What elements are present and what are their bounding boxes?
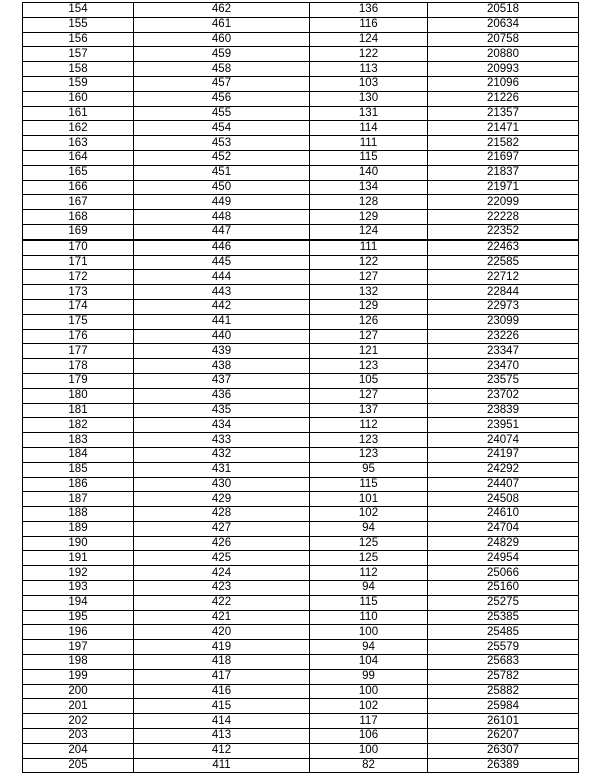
table-row [23,195,579,210]
rank-cell: 189 [23,521,134,536]
cumulative-cell: 21357 [428,106,579,121]
table-row [23,285,579,300]
cumulative-cell: 22712 [428,270,579,285]
table-row [23,210,579,225]
score-cell: 455 [134,106,310,121]
count-cell: 115 [310,595,428,610]
cumulative-cell: 25275 [428,595,579,610]
score-cell: 421 [134,610,310,625]
cumulative-cell: 25160 [428,581,579,596]
rank-cell: 183 [23,433,134,448]
score-cell: 459 [134,47,310,62]
table-row [23,610,579,625]
count-cell: 114 [310,121,428,136]
table-row [23,758,579,773]
cumulative-cell: 21697 [428,150,579,165]
table-row [23,729,579,744]
count-cell: 123 [310,359,428,374]
score-cell: 429 [134,492,310,507]
rank-cell: 202 [23,714,134,729]
score-cell: 431 [134,462,310,477]
count-cell: 100 [310,684,428,699]
cumulative-cell: 21096 [428,76,579,91]
rank-cell: 181 [23,403,134,418]
rank-cell: 199 [23,669,134,684]
rank-cell: 175 [23,314,134,329]
rank-cell: 193 [23,581,134,596]
cumulative-cell: 23839 [428,403,579,418]
table-row [23,403,579,418]
table-row [23,595,579,610]
cumulative-cell: 20993 [428,62,579,77]
cumulative-cell: 25984 [428,699,579,714]
rank-cell: 182 [23,418,134,433]
count-cell: 129 [310,210,428,225]
score-cell: 453 [134,136,310,151]
count-cell: 112 [310,418,428,433]
score-cell: 411 [134,758,310,773]
cumulative-cell: 23702 [428,388,579,403]
cumulative-cell: 20880 [428,47,579,62]
cumulative-cell: 23226 [428,329,579,344]
cumulative-cell: 25066 [428,566,579,581]
count-cell: 124 [310,224,428,239]
score-cell: 425 [134,551,310,566]
rank-cell: 191 [23,551,134,566]
rank-cell: 186 [23,477,134,492]
rank-cell: 195 [23,610,134,625]
count-cell: 112 [310,566,428,581]
table-row [23,270,579,285]
score-cell: 436 [134,388,310,403]
score-cell: 427 [134,521,310,536]
cumulative-cell: 24829 [428,536,579,551]
table-row [23,655,579,670]
cumulative-cell: 25882 [428,684,579,699]
rank-cell: 177 [23,344,134,359]
count-cell: 125 [310,536,428,551]
rank-cell: 170 [23,240,134,255]
score-cell: 437 [134,373,310,388]
cumulative-cell: 22585 [428,255,579,270]
table-row [23,388,579,403]
cumulative-cell: 23470 [428,359,579,374]
cumulative-cell: 26389 [428,758,579,773]
score-cell: 439 [134,344,310,359]
rank-cell: 155 [23,17,134,32]
table-row [23,17,579,32]
rank-cell: 171 [23,255,134,270]
table-row [23,180,579,195]
count-cell: 115 [310,150,428,165]
table-row [23,240,579,255]
score-cell: 412 [134,743,310,758]
table-row [23,684,579,699]
score-cell: 446 [134,240,310,255]
score-cell: 434 [134,418,310,433]
cumulative-cell: 23951 [428,418,579,433]
table-row [23,76,579,91]
score-cell: 458 [134,62,310,77]
table-row [23,477,579,492]
table-row [23,581,579,596]
rank-cell: 200 [23,684,134,699]
table-row [23,359,579,374]
table-row [23,47,579,62]
score-cell: 426 [134,536,310,551]
count-cell: 110 [310,610,428,625]
score-cell: 448 [134,210,310,225]
table-row [23,640,579,655]
table-body [23,3,579,773]
score-cell: 442 [134,299,310,314]
cumulative-cell: 24704 [428,521,579,536]
count-cell: 125 [310,551,428,566]
cumulative-cell: 25579 [428,640,579,655]
count-cell: 128 [310,195,428,210]
cumulative-cell: 22099 [428,195,579,210]
cumulative-cell: 22228 [428,210,579,225]
rank-cell: 164 [23,150,134,165]
score-cell: 415 [134,699,310,714]
cumulative-cell: 22352 [428,224,579,239]
cumulative-cell: 21971 [428,180,579,195]
count-cell: 136 [310,3,428,18]
table-row [23,566,579,581]
table-row [23,625,579,640]
cumulative-cell: 21582 [428,136,579,151]
score-cell: 441 [134,314,310,329]
rank-cell: 154 [23,3,134,18]
score-cell: 444 [134,270,310,285]
rank-cell: 157 [23,47,134,62]
table-row [23,314,579,329]
cumulative-cell: 22844 [428,285,579,300]
table-row [23,433,579,448]
rank-cell: 173 [23,285,134,300]
score-cell: 461 [134,17,310,32]
table-row [23,743,579,758]
count-cell: 122 [310,255,428,270]
score-cell: 452 [134,150,310,165]
table-row [23,121,579,136]
count-cell: 127 [310,388,428,403]
count-cell: 106 [310,729,428,744]
score-cell: 445 [134,255,310,270]
rank-cell: 156 [23,32,134,47]
table-row [23,536,579,551]
rank-cell: 204 [23,743,134,758]
rank-cell: 205 [23,758,134,773]
score-cell: 447 [134,224,310,239]
table-row [23,150,579,165]
cumulative-cell: 21471 [428,121,579,136]
rank-cell: 188 [23,507,134,522]
count-cell: 134 [310,180,428,195]
table-row [23,32,579,47]
rank-cell: 180 [23,388,134,403]
score-cell: 414 [134,714,310,729]
table-row [23,344,579,359]
table-row [23,329,579,344]
rank-cell: 203 [23,729,134,744]
rank-cell: 169 [23,224,134,239]
score-cell: 462 [134,3,310,18]
rank-cell: 192 [23,566,134,581]
rank-cell: 158 [23,62,134,77]
count-cell: 115 [310,477,428,492]
score-cell: 440 [134,329,310,344]
score-cell: 457 [134,76,310,91]
cumulative-cell: 23575 [428,373,579,388]
count-cell: 123 [310,447,428,462]
score-cell: 443 [134,285,310,300]
count-cell: 117 [310,714,428,729]
data-table [22,2,579,773]
score-cell: 430 [134,477,310,492]
cumulative-cell: 20518 [428,3,579,18]
cumulative-cell: 22973 [428,299,579,314]
score-cell: 424 [134,566,310,581]
rank-cell: 179 [23,373,134,388]
rank-cell: 197 [23,640,134,655]
count-cell: 101 [310,492,428,507]
table-row [23,165,579,180]
cumulative-cell: 21837 [428,165,579,180]
count-cell: 111 [310,240,428,255]
count-cell: 94 [310,581,428,596]
table-row [23,492,579,507]
cumulative-cell: 25485 [428,625,579,640]
cumulative-cell: 24292 [428,462,579,477]
rank-cell: 174 [23,299,134,314]
count-cell: 137 [310,403,428,418]
count-cell: 94 [310,521,428,536]
table-row [23,91,579,106]
table-row [23,3,579,18]
count-cell: 113 [310,62,428,77]
rank-cell: 172 [23,270,134,285]
table-row [23,521,579,536]
rank-cell: 161 [23,106,134,121]
count-cell: 102 [310,699,428,714]
cumulative-cell: 20634 [428,17,579,32]
table-row [23,669,579,684]
count-cell: 132 [310,285,428,300]
rank-cell: 166 [23,180,134,195]
score-cell: 419 [134,640,310,655]
rank-cell: 176 [23,329,134,344]
count-cell: 94 [310,640,428,655]
rank-cell: 187 [23,492,134,507]
score-cell: 435 [134,403,310,418]
score-cell: 420 [134,625,310,640]
count-cell: 100 [310,625,428,640]
score-cell: 460 [134,32,310,47]
rank-cell: 185 [23,462,134,477]
table-row [23,551,579,566]
cumulative-cell: 24954 [428,551,579,566]
score-cell: 428 [134,507,310,522]
rank-cell: 190 [23,536,134,551]
count-cell: 111 [310,136,428,151]
rank-cell: 201 [23,699,134,714]
table-row [23,462,579,477]
cumulative-cell: 24407 [428,477,579,492]
count-cell: 124 [310,32,428,47]
count-cell: 99 [310,669,428,684]
cumulative-cell: 26101 [428,714,579,729]
count-cell: 127 [310,270,428,285]
score-cell: 433 [134,433,310,448]
score-cell: 416 [134,684,310,699]
table-row [23,255,579,270]
rank-cell: 165 [23,165,134,180]
score-distribution-table [22,2,578,773]
score-cell: 417 [134,669,310,684]
score-cell: 418 [134,655,310,670]
cumulative-cell: 21226 [428,91,579,106]
count-cell: 95 [310,462,428,477]
cumulative-cell: 25683 [428,655,579,670]
count-cell: 82 [310,758,428,773]
score-cell: 451 [134,165,310,180]
score-cell: 422 [134,595,310,610]
score-cell: 432 [134,447,310,462]
rank-cell: 160 [23,91,134,106]
cumulative-cell: 24074 [428,433,579,448]
cumulative-cell: 22463 [428,240,579,255]
score-cell: 449 [134,195,310,210]
table-row [23,714,579,729]
table-row [23,447,579,462]
rank-cell: 167 [23,195,134,210]
table-row [23,299,579,314]
table-row [23,136,579,151]
count-cell: 127 [310,329,428,344]
count-cell: 140 [310,165,428,180]
rank-cell: 178 [23,359,134,374]
cumulative-cell: 24610 [428,507,579,522]
cumulative-cell: 25385 [428,610,579,625]
count-cell: 126 [310,314,428,329]
score-cell: 456 [134,91,310,106]
score-cell: 423 [134,581,310,596]
table-row [23,507,579,522]
count-cell: 116 [310,17,428,32]
count-cell: 123 [310,433,428,448]
count-cell: 122 [310,47,428,62]
count-cell: 130 [310,91,428,106]
score-cell: 450 [134,180,310,195]
table-row [23,418,579,433]
cumulative-cell: 25782 [428,669,579,684]
rank-cell: 159 [23,76,134,91]
rank-cell: 184 [23,447,134,462]
table-row [23,224,579,239]
score-cell: 454 [134,121,310,136]
cumulative-cell: 23347 [428,344,579,359]
cumulative-cell: 20758 [428,32,579,47]
count-cell: 102 [310,507,428,522]
table-row [23,373,579,388]
rank-cell: 163 [23,136,134,151]
count-cell: 129 [310,299,428,314]
cumulative-cell: 24197 [428,447,579,462]
count-cell: 104 [310,655,428,670]
cumulative-cell: 26307 [428,743,579,758]
rank-cell: 162 [23,121,134,136]
count-cell: 105 [310,373,428,388]
score-cell: 438 [134,359,310,374]
rank-cell: 194 [23,595,134,610]
score-cell: 413 [134,729,310,744]
table-row [23,106,579,121]
count-cell: 121 [310,344,428,359]
rank-cell: 196 [23,625,134,640]
cumulative-cell: 23099 [428,314,579,329]
cumulative-cell: 26207 [428,729,579,744]
rank-cell: 168 [23,210,134,225]
count-cell: 103 [310,76,428,91]
count-cell: 131 [310,106,428,121]
count-cell: 100 [310,743,428,758]
table-row [23,699,579,714]
cumulative-cell: 24508 [428,492,579,507]
table-row [23,62,579,77]
rank-cell: 198 [23,655,134,670]
